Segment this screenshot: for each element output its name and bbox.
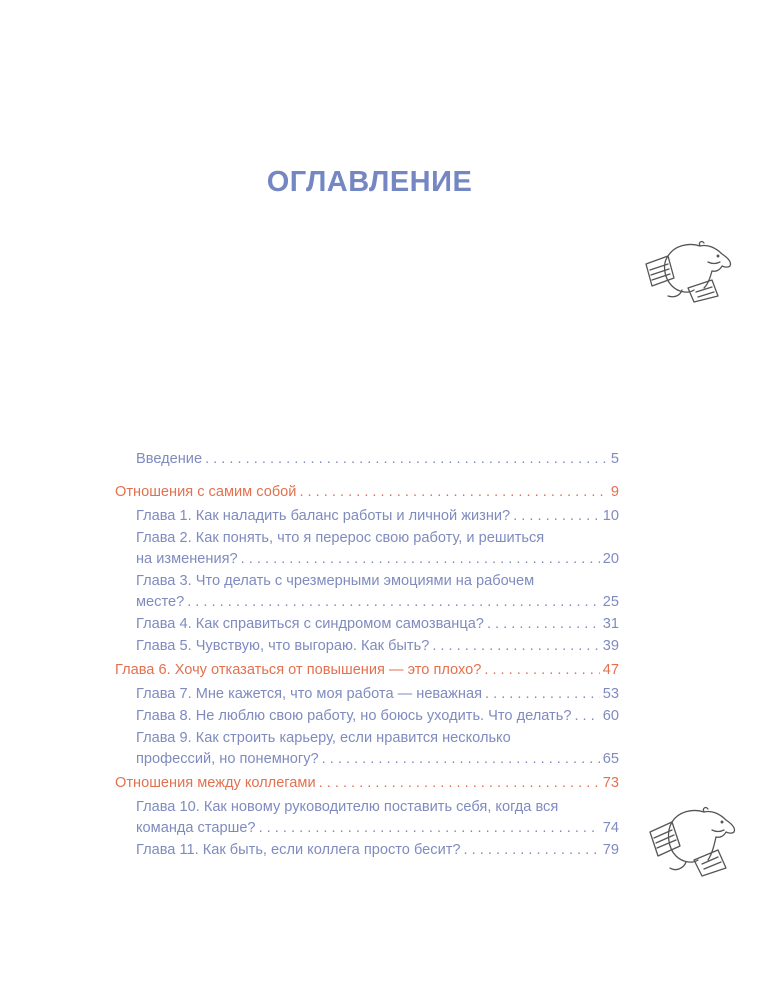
- toc-entry-title: Глава 7. Мне кажется, что моя работа — неважная: [136, 686, 482, 702]
- toc-chapter-entry: [115, 684, 619, 705]
- toc-entry-row: [136, 684, 619, 705]
- dot-leader: [513, 506, 600, 527]
- toc-page-number: 65: [602, 751, 619, 767]
- dot-leader: [484, 660, 599, 681]
- toc-entry-title: Глава 11. Как быть, если коллега просто бесит?: [136, 842, 461, 858]
- toc-page-number: 60: [602, 708, 619, 724]
- toc-page-number: 79: [602, 842, 619, 858]
- toc-page-number: 9: [610, 484, 619, 500]
- toc-page-number: 10: [602, 508, 619, 524]
- toc-chapter-entry: [115, 636, 619, 657]
- toc-page-number: 47: [602, 662, 619, 678]
- toc-entry-text-line: Глава 10. Как новому руководителю поставить себя, когда вся: [136, 799, 559, 815]
- toc-entry-row: [136, 818, 619, 839]
- dot-leader: [574, 706, 599, 727]
- dot-leader: [241, 549, 600, 570]
- dot-leader: [485, 684, 600, 705]
- dot-leader: [187, 592, 600, 613]
- bear-with-papers-illustration: [638, 234, 738, 304]
- toc-page-number: 5: [610, 451, 619, 467]
- toc-part-entry: [115, 773, 619, 794]
- dot-leader: [432, 636, 599, 657]
- toc-entry-title: Введение: [136, 451, 203, 467]
- toc-page-number: 73: [602, 775, 619, 791]
- toc-entry-title: на изменения?: [136, 551, 238, 567]
- toc-chapter-entry: [115, 449, 619, 470]
- toc-part-entry: [115, 660, 619, 681]
- bear-with-papers-illustration-bottom: [646, 802, 742, 878]
- toc-entry-title: Отношения с самим собой: [115, 484, 297, 500]
- toc-entry-row: [136, 506, 619, 527]
- page-title: ОГЛАВЛЕНИЕ: [266, 166, 473, 198]
- toc-chapter-entry: [115, 840, 619, 861]
- table-of-contents: [115, 449, 619, 861]
- dot-leader: [205, 449, 608, 470]
- toc-entry-row: [115, 482, 619, 503]
- toc-entry-row: [136, 592, 619, 613]
- toc-page-number: 53: [602, 686, 619, 702]
- toc-entry-row: [136, 636, 619, 657]
- toc-entry-row: [115, 773, 619, 794]
- toc-entry-text-line: Глава 3. Что делать с чрезмерными эмоциями на рабочем: [136, 573, 535, 589]
- dot-leader: [319, 773, 600, 794]
- toc-entry-row: [136, 840, 619, 861]
- toc-page-number: 39: [602, 638, 619, 654]
- toc-chapter-entry: [115, 571, 619, 613]
- toc-entry-text-line: Глава 9. Как строить карьеру, если нравится несколько: [136, 730, 511, 746]
- toc-entry-row: [136, 706, 619, 727]
- toc-chapter-entry: [115, 528, 619, 570]
- toc-page-number: 74: [602, 820, 619, 836]
- toc-entry-title: месте?: [136, 594, 185, 610]
- dot-leader: [487, 614, 600, 635]
- dot-leader: [464, 840, 600, 861]
- toc-page-number: 20: [602, 551, 619, 567]
- toc-entry-title: Глава 4. Как справиться с синдромом самозванца?: [136, 616, 484, 632]
- toc-chapter-entry: [115, 706, 619, 727]
- toc-page-number: 31: [602, 616, 619, 632]
- dot-leader: [299, 482, 607, 503]
- toc-entry-row: [136, 449, 619, 470]
- toc-entry-row: [136, 749, 619, 770]
- dot-leader: [322, 749, 600, 770]
- toc-entry-title: профессий, но понемногу?: [136, 751, 319, 767]
- toc-entry-text-line: Глава 2. Как понять, что я перерос свою работу, и решиться: [136, 530, 545, 546]
- toc-chapter-entry: [115, 506, 619, 527]
- toc-entry-row: [115, 660, 619, 681]
- toc-page-number: 25: [602, 594, 619, 610]
- toc-chapter-entry: [115, 614, 619, 635]
- toc-entry-title: Глава 1. Как наладить баланс работы и личной жизни?: [136, 508, 511, 524]
- toc-part-entry: [115, 482, 619, 503]
- toc-entry-title: Глава 6. Хочу отказаться от повышения — это плохо?: [115, 662, 482, 678]
- toc-chapter-entry: [115, 728, 619, 770]
- toc-entry-title: Глава 8. Не люблю свою работу, но боюсь уходить. Что делать?: [136, 708, 572, 724]
- toc-entry-title: команда старше?: [136, 820, 256, 836]
- toc-entry-title: Глава 5. Чувствую, что выгораю. Как быть?: [136, 638, 430, 654]
- toc-entry-row: [136, 549, 619, 570]
- toc-entry-title: Отношения между коллегами: [115, 775, 316, 791]
- dot-leader: [259, 818, 600, 839]
- toc-chapter-entry: [115, 797, 619, 839]
- toc-entry-row: [136, 614, 619, 635]
